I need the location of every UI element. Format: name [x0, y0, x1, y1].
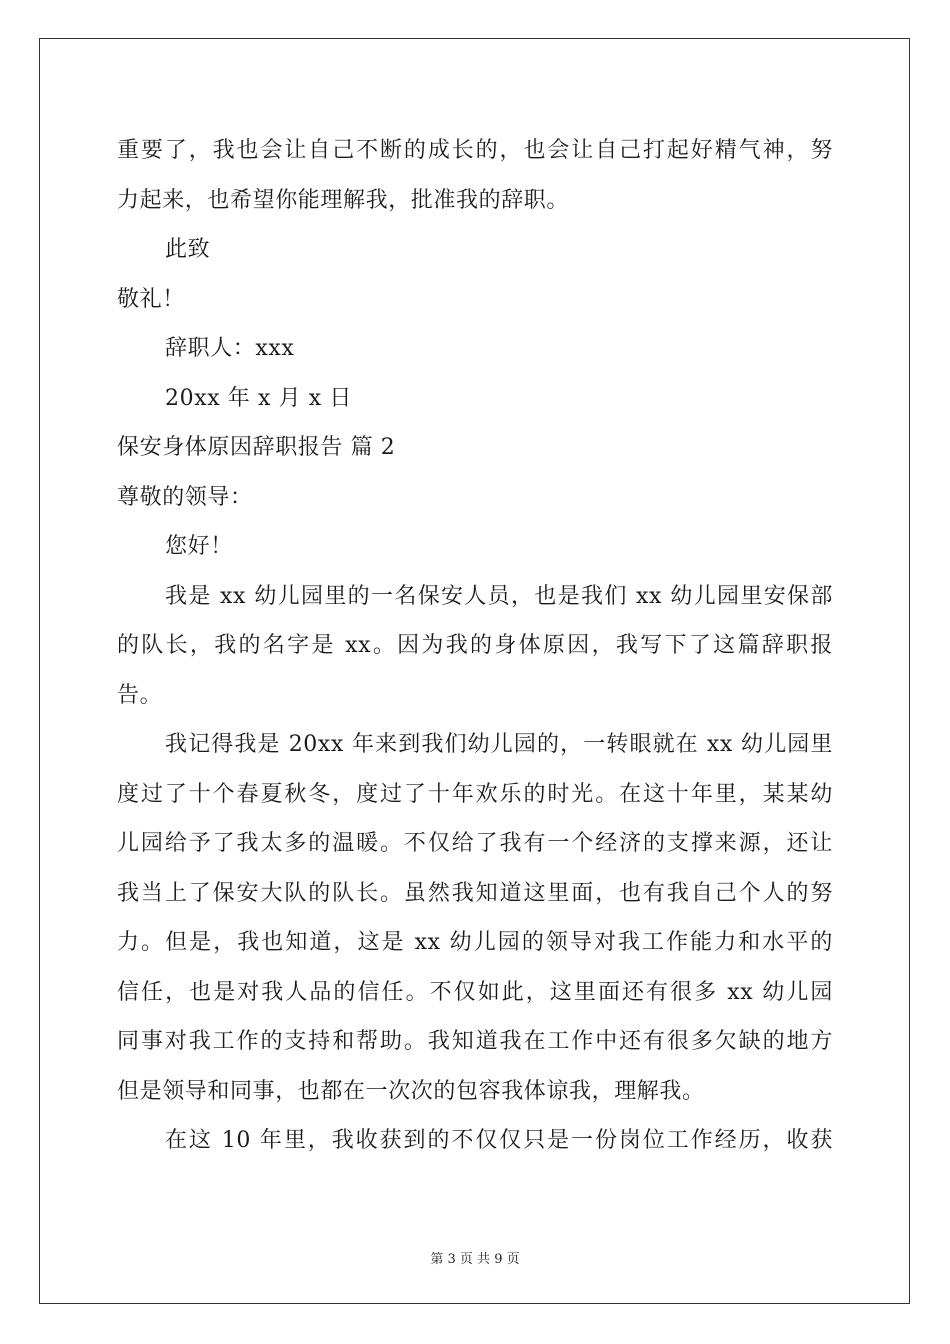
text-line: 的队长，我的名字是 xx。因为我的身体原因，我写下了这篇辞职报 [117, 633, 833, 658]
text-line: 同事对我工作的支持和帮助。我知道我在工作中还有很多欠缺的地方 [117, 1029, 833, 1054]
text-line: 在这 10 年里，我收获到的不仅仅只是一份岗位工作经历，收获 [165, 1128, 833, 1153]
text-line: 告。 [117, 682, 163, 708]
text-line: 此致 [165, 237, 211, 262]
text-line: 保安身体原因辞职报告 篇 2 [117, 435, 396, 460]
text-line: 我是 xx 幼儿园里的一名保安人员，也是我们 xx 幼儿园里安保部 [165, 583, 833, 609]
page-footer: 第 3 页 共 9 页 [430, 1252, 520, 1267]
text-line: 力。但是，我也知道，这是 xx 幼儿园的领导对我工作能力和水平的 [117, 930, 833, 955]
text-line: 力起来，也希望你能理解我，批准我的辞职。 [117, 187, 570, 213]
text-line: 我记得我是 20xx 年来到我们幼儿园的，一转眼就在 xx 幼儿园里 [165, 732, 833, 757]
text-line: 辞职人：xxx [165, 336, 295, 361]
text-line: 尊敬的领导： [117, 484, 253, 510]
text-line: 我当上了保安大队的队长。虽然我知道这里面，也有我自己个人的努 [117, 880, 833, 906]
document-body [117, 126, 833, 1166]
text-line: 度过了十个春夏秋冬，度过了十年欢乐的时光。在这十年里，某某幼 [117, 781, 833, 807]
text-line: 信任，也是对我人品的信任。不仅如此，这里面还有很多 xx 幼儿园 [117, 979, 833, 1005]
text-line: 儿园给予了我太多的温暖。不仅给了我有一个经济的支撑来源，还让 [117, 831, 833, 856]
text-line: 但是领导和同事，也都在一次次的包容我体谅我，理解我。 [117, 1078, 705, 1104]
text-line: 敬礼！ [117, 286, 185, 312]
text-line: 重要了，我也会让自己不断的成长的，也会让自己打起好精气神，努 [117, 138, 833, 163]
text-line: 20xx 年 x 月 x 日 [165, 385, 352, 411]
text-line: 您好！ [165, 534, 233, 559]
